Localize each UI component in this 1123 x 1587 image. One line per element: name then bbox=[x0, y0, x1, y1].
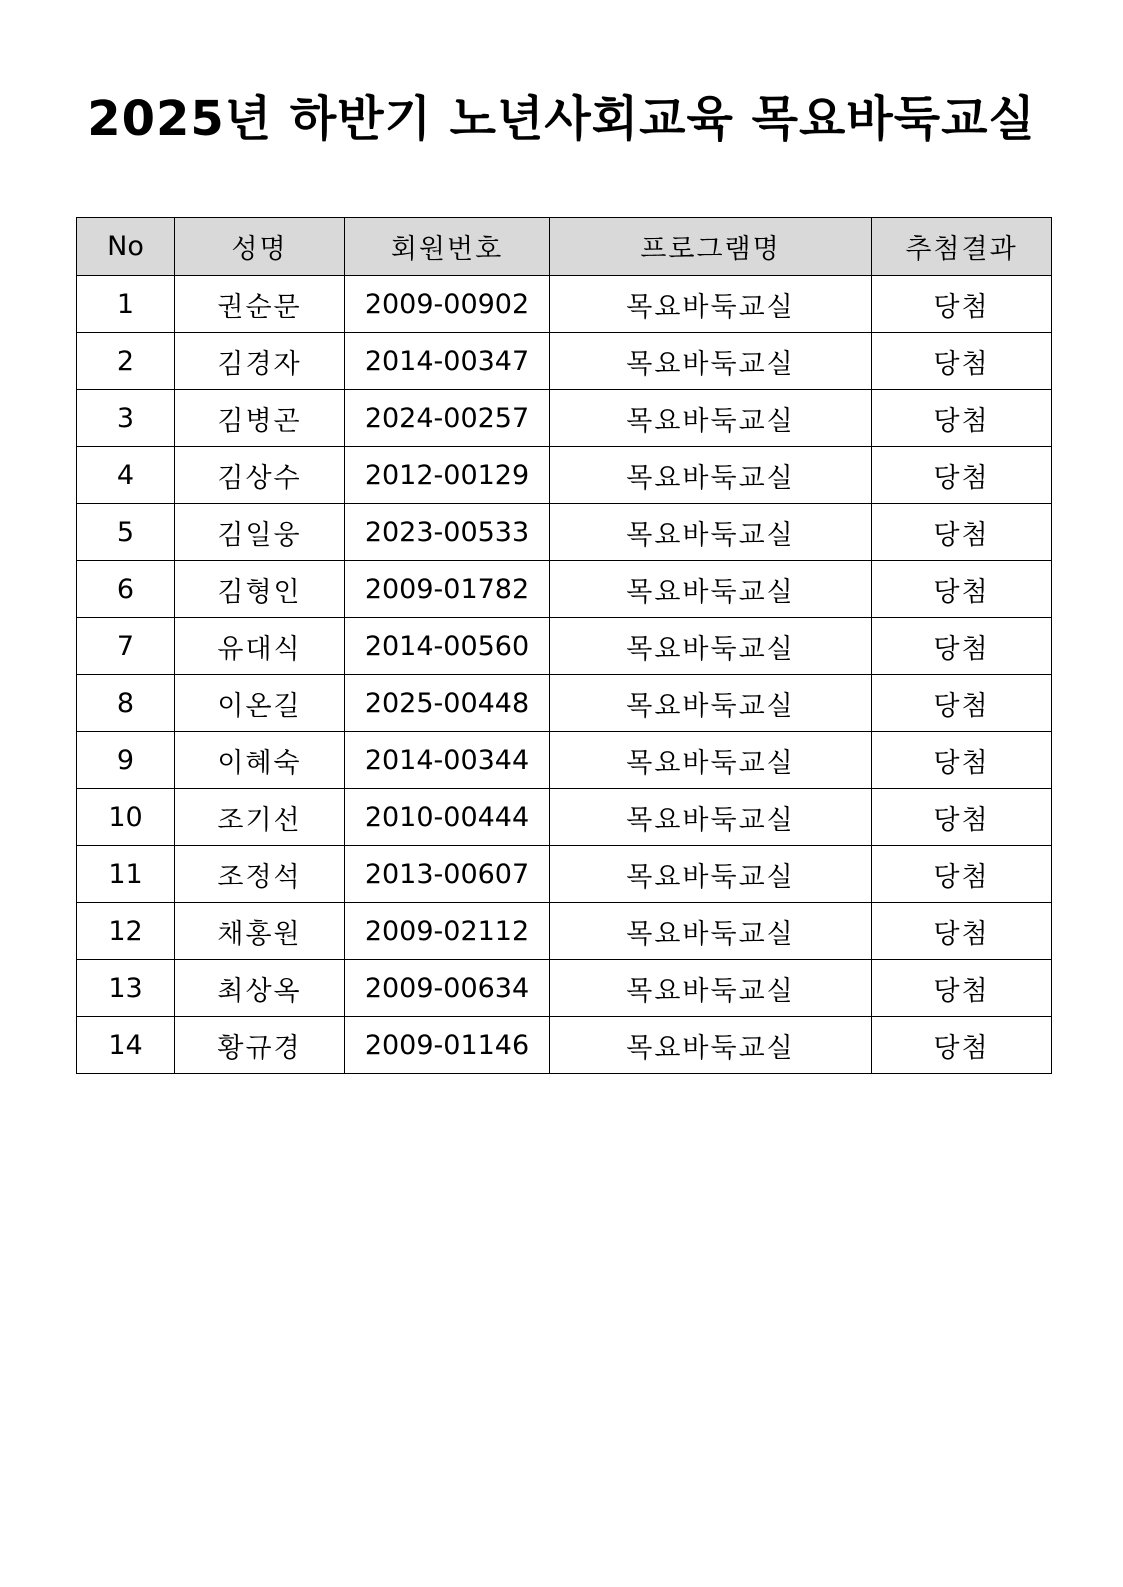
cell-no: 1 bbox=[77, 276, 175, 333]
cell-no: 5 bbox=[77, 504, 175, 561]
table-row bbox=[77, 960, 1052, 1017]
lottery-result-table bbox=[76, 217, 1052, 1074]
table-row bbox=[77, 903, 1052, 960]
cell-result: 당첨 bbox=[872, 960, 1052, 1017]
table-row bbox=[77, 846, 1052, 903]
cell-result: 당첨 bbox=[872, 333, 1052, 390]
cell-program: 목요바둑교실 bbox=[550, 447, 872, 504]
table-body bbox=[77, 276, 1052, 1074]
cell-name: 이혜숙 bbox=[175, 732, 345, 789]
cell-result: 당첨 bbox=[872, 390, 1052, 447]
cell-name: 유대식 bbox=[175, 618, 345, 675]
cell-member-id: 2013-00607 bbox=[345, 846, 550, 903]
cell-name: 권순문 bbox=[175, 276, 345, 333]
cell-name: 김일웅 bbox=[175, 504, 345, 561]
cell-program: 목요바둑교실 bbox=[550, 846, 872, 903]
table-row bbox=[77, 276, 1052, 333]
cell-result: 당첨 bbox=[872, 1017, 1052, 1074]
cell-no: 12 bbox=[77, 903, 175, 960]
cell-no: 8 bbox=[77, 675, 175, 732]
cell-result: 당첨 bbox=[872, 789, 1052, 846]
table-row bbox=[77, 561, 1052, 618]
cell-program: 목요바둑교실 bbox=[550, 1017, 872, 1074]
cell-result: 당첨 bbox=[872, 504, 1052, 561]
cell-name: 김병곤 bbox=[175, 390, 345, 447]
cell-member-id: 2014-00347 bbox=[345, 333, 550, 390]
cell-member-id: 2009-01782 bbox=[345, 561, 550, 618]
cell-no: 6 bbox=[77, 561, 175, 618]
cell-member-id: 2010-00444 bbox=[345, 789, 550, 846]
cell-name: 최상옥 bbox=[175, 960, 345, 1017]
cell-no: 14 bbox=[77, 1017, 175, 1074]
cell-no: 10 bbox=[77, 789, 175, 846]
header-no: No bbox=[77, 218, 175, 276]
table-row bbox=[77, 732, 1052, 789]
cell-name: 이온길 bbox=[175, 675, 345, 732]
cell-program: 목요바둑교실 bbox=[550, 333, 872, 390]
cell-no: 3 bbox=[77, 390, 175, 447]
table-row bbox=[77, 390, 1052, 447]
cell-result: 당첨 bbox=[872, 561, 1052, 618]
cell-no: 11 bbox=[77, 846, 175, 903]
cell-result: 당첨 bbox=[872, 903, 1052, 960]
header-program: 프로그램명 bbox=[550, 218, 872, 276]
cell-result: 당첨 bbox=[872, 732, 1052, 789]
cell-no: 4 bbox=[77, 447, 175, 504]
cell-member-id: 2024-00257 bbox=[345, 390, 550, 447]
cell-member-id: 2009-00902 bbox=[345, 276, 550, 333]
header-member-id: 회원번호 bbox=[345, 218, 550, 276]
table-row bbox=[77, 504, 1052, 561]
cell-program: 목요바둑교실 bbox=[550, 390, 872, 447]
cell-no: 7 bbox=[77, 618, 175, 675]
header-result: 추첨결과 bbox=[872, 218, 1052, 276]
cell-program: 목요바둑교실 bbox=[550, 618, 872, 675]
cell-name: 김상수 bbox=[175, 447, 345, 504]
table-row bbox=[77, 675, 1052, 732]
cell-result: 당첨 bbox=[872, 846, 1052, 903]
cell-name: 김형인 bbox=[175, 561, 345, 618]
cell-name: 채홍원 bbox=[175, 903, 345, 960]
cell-result: 당첨 bbox=[872, 675, 1052, 732]
page-title: 2025년 하반기 노년사회교육 목요바둑교실 bbox=[87, 91, 1036, 147]
cell-program: 목요바둑교실 bbox=[550, 789, 872, 846]
cell-member-id: 2012-00129 bbox=[345, 447, 550, 504]
cell-program: 목요바둑교실 bbox=[550, 903, 872, 960]
header-name: 성명 bbox=[175, 218, 345, 276]
cell-program: 목요바둑교실 bbox=[550, 732, 872, 789]
cell-program: 목요바둑교실 bbox=[550, 561, 872, 618]
cell-name: 김경자 bbox=[175, 333, 345, 390]
cell-program: 목요바둑교실 bbox=[550, 276, 872, 333]
cell-member-id: 2014-00344 bbox=[345, 732, 550, 789]
cell-member-id: 2009-01146 bbox=[345, 1017, 550, 1074]
cell-result: 당첨 bbox=[872, 447, 1052, 504]
cell-member-id: 2023-00533 bbox=[345, 504, 550, 561]
cell-no: 13 bbox=[77, 960, 175, 1017]
cell-program: 목요바둑교실 bbox=[550, 960, 872, 1017]
table-row bbox=[77, 618, 1052, 675]
table-row bbox=[77, 447, 1052, 504]
table-header-row bbox=[77, 218, 1052, 276]
cell-member-id: 2014-00560 bbox=[345, 618, 550, 675]
cell-member-id: 2009-00634 bbox=[345, 960, 550, 1017]
cell-name: 황규경 bbox=[175, 1017, 345, 1074]
cell-program: 목요바둑교실 bbox=[550, 504, 872, 561]
cell-name: 조기선 bbox=[175, 789, 345, 846]
cell-result: 당첨 bbox=[872, 276, 1052, 333]
cell-result: 당첨 bbox=[872, 618, 1052, 675]
cell-member-id: 2009-02112 bbox=[345, 903, 550, 960]
cell-program: 목요바둑교실 bbox=[550, 675, 872, 732]
cell-no: 2 bbox=[77, 333, 175, 390]
table-row bbox=[77, 333, 1052, 390]
table-row bbox=[77, 1017, 1052, 1074]
cell-member-id: 2025-00448 bbox=[345, 675, 550, 732]
cell-name: 조정석 bbox=[175, 846, 345, 903]
table-row bbox=[77, 789, 1052, 846]
cell-no: 9 bbox=[77, 732, 175, 789]
